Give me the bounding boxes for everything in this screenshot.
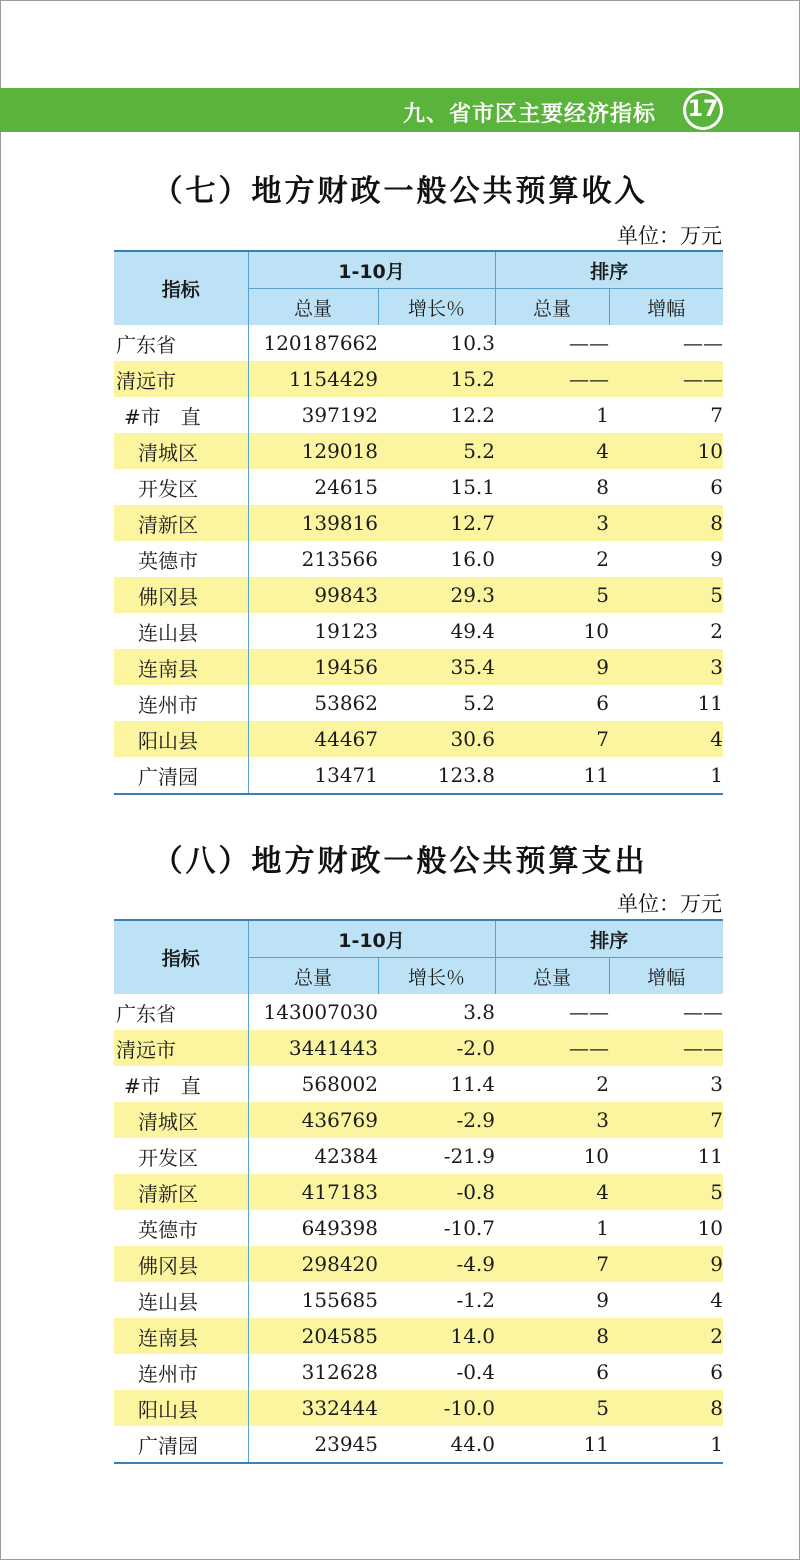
table-row: [114, 1030, 723, 1066]
value-rank-total: 5: [495, 1390, 609, 1426]
value-rank-total: 8: [495, 1318, 609, 1354]
value-growth: -0.4: [456, 1360, 496, 1384]
section-title: 九、省市区主要经济指标: [402, 102, 656, 127]
value-rank-total: 4: [495, 1174, 609, 1210]
row-label: 广东省: [114, 325, 248, 361]
row-label: 广东省: [114, 994, 248, 1030]
value-growth: 30.6: [378, 721, 495, 757]
row-label: 佛冈县: [114, 577, 248, 613]
table-row: [114, 1282, 723, 1318]
row-label: 开发区: [114, 1138, 248, 1174]
value-rank-growth: 10: [697, 1216, 724, 1240]
value-rank-total: 6: [596, 1360, 610, 1384]
value-rank-total: ——: [495, 361, 609, 397]
row-label: 阳山县: [114, 721, 248, 757]
value-total: 44467: [248, 721, 378, 757]
row-label: 阳山县: [114, 1390, 248, 1426]
value-rank-growth: 7: [609, 1102, 723, 1138]
value-rank-total: 2: [596, 547, 610, 571]
table-row: [114, 1354, 723, 1390]
row-label: 广清园: [114, 1426, 248, 1463]
value-rank-growth: 11: [697, 1144, 724, 1168]
row-label: 清新区: [114, 505, 248, 541]
expenditure-table: [114, 919, 723, 1464]
value-total: 436769: [248, 1102, 378, 1138]
value-rank-total: 3: [495, 1102, 609, 1138]
row-label: #市 直: [114, 1066, 248, 1102]
value-total: 13471: [248, 757, 378, 794]
value-rank-total: 10: [583, 619, 610, 643]
unit-label-revenue: 单位：万元: [617, 224, 722, 248]
row-label: 连山县: [114, 613, 248, 649]
row-label: 开发区: [114, 469, 248, 505]
value-growth: 3.8: [463, 1000, 496, 1024]
table-row: [114, 1246, 723, 1282]
value-rank-growth: 4: [710, 1288, 724, 1312]
value-rank-growth: 2: [710, 619, 724, 643]
value-growth: -10.7: [443, 1216, 496, 1240]
row-label: 连州市: [114, 685, 248, 721]
table-row: [114, 1390, 723, 1426]
value-total: 139816: [248, 505, 378, 541]
row-label: 连州市: [114, 1354, 248, 1390]
value-rank-growth: 5: [609, 1174, 723, 1210]
row-label: 连南县: [114, 1318, 248, 1354]
value-growth: -0.8: [378, 1174, 495, 1210]
table-row: [114, 541, 723, 577]
header-rank-growth: 增幅: [609, 289, 723, 326]
value-total: 298420: [248, 1246, 378, 1282]
value-total: 120187662: [263, 331, 378, 355]
value-rank-growth: 10: [609, 433, 723, 469]
value-rank-total: 1: [596, 1216, 610, 1240]
value-rank-growth: 2: [609, 1318, 723, 1354]
table-row: [114, 397, 723, 433]
table-row: [114, 1102, 723, 1138]
value-total: 568002: [301, 1072, 378, 1096]
value-rank-growth: ——: [609, 1030, 723, 1066]
value-total: 649398: [301, 1216, 378, 1240]
table-row: [114, 994, 723, 1030]
section-header-band: [0, 88, 800, 132]
value-rank-growth: 9: [710, 547, 724, 571]
row-label: 清远市: [114, 1030, 248, 1066]
value-growth: 10.3: [450, 331, 496, 355]
value-growth: 123.8: [378, 757, 495, 794]
table-row: [114, 1318, 723, 1354]
header-rank-growth: 增幅: [609, 958, 723, 995]
value-rank-total: 8: [596, 475, 610, 499]
value-growth: 16.0: [450, 547, 496, 571]
value-total: 53862: [314, 691, 378, 715]
table-row: [114, 1138, 723, 1174]
value-growth: -4.9: [378, 1246, 495, 1282]
value-growth: 12.2: [450, 403, 496, 427]
value-rank-growth: 8: [609, 505, 723, 541]
value-rank-total: 9: [495, 649, 609, 685]
value-rank-growth: ——: [683, 1000, 724, 1024]
value-growth: 44.0: [378, 1426, 495, 1463]
unit-label-expenditure: 单位：万元: [617, 892, 722, 916]
value-growth: 35.4: [378, 649, 495, 685]
value-rank-growth: 4: [609, 721, 723, 757]
table-title-expenditure: （八）地方财政一般公共预算支出: [152, 844, 648, 879]
header-period: 1-10月: [248, 920, 495, 958]
value-rank-total: 11: [495, 757, 609, 794]
header-rank-total: 总量: [495, 958, 609, 995]
value-rank-total: 7: [495, 1246, 609, 1282]
value-rank-growth: 8: [609, 1390, 723, 1426]
header-total: 总量: [248, 289, 378, 326]
revenue-table: [114, 250, 723, 795]
value-total: 42384: [314, 1144, 378, 1168]
value-rank-growth: 3: [710, 1072, 724, 1096]
value-growth: -2.0: [378, 1030, 495, 1066]
value-rank-total: 9: [596, 1288, 610, 1312]
value-total: 312628: [301, 1360, 378, 1384]
row-label: 清远市: [114, 361, 248, 397]
table-row: [114, 469, 723, 505]
value-rank-growth: 6: [710, 1360, 724, 1384]
row-label: 广清园: [114, 757, 248, 794]
row-label: 连南县: [114, 649, 248, 685]
header-rank-total: 总量: [495, 289, 609, 326]
value-total: 143007030: [263, 1000, 378, 1024]
value-growth: 15.2: [378, 361, 495, 397]
value-rank-growth: 1: [609, 757, 723, 794]
row-label: 英德市: [114, 1210, 248, 1246]
value-total: 1154429: [248, 361, 378, 397]
table-row: [114, 1426, 723, 1463]
table-row: [114, 613, 723, 649]
row-label: 佛冈县: [114, 1246, 248, 1282]
value-rank-growth: 3: [609, 649, 723, 685]
row-label: #市 直: [114, 397, 248, 433]
value-growth: -2.9: [378, 1102, 495, 1138]
value-growth: 49.4: [450, 619, 496, 643]
value-rank-total: ——: [569, 331, 610, 355]
value-growth: 11.4: [450, 1072, 496, 1096]
value-rank-growth: 7: [710, 403, 724, 427]
header-rank: 排序: [495, 251, 723, 289]
value-rank-growth: 9: [609, 1246, 723, 1282]
table-row: [114, 685, 723, 721]
value-rank-growth: ——: [683, 331, 724, 355]
header-period: 1-10月: [248, 251, 495, 289]
value-total: 155685: [301, 1288, 378, 1312]
header-rank: 排序: [495, 920, 723, 958]
value-rank-growth: 5: [609, 577, 723, 613]
table-row: [114, 757, 723, 794]
value-total: 99843: [248, 577, 378, 613]
value-growth: -1.2: [456, 1288, 496, 1312]
table-row: [114, 361, 723, 397]
row-label: 清城区: [114, 433, 248, 469]
table-row: [114, 577, 723, 613]
table-row: [114, 721, 723, 757]
value-rank-total: 6: [596, 691, 610, 715]
value-rank-total: 4: [495, 433, 609, 469]
value-rank-total: 5: [495, 577, 609, 613]
value-rank-total: ——: [495, 1030, 609, 1066]
table-row: [114, 505, 723, 541]
value-growth: 12.7: [378, 505, 495, 541]
row-label: 清新区: [114, 1174, 248, 1210]
value-total: 19456: [248, 649, 378, 685]
value-rank-total: 7: [495, 721, 609, 757]
page-number: 17: [686, 93, 720, 127]
row-label: 连山县: [114, 1282, 248, 1318]
table-row: [114, 325, 723, 361]
value-growth: 5.2: [378, 433, 495, 469]
value-rank-total: 11: [495, 1426, 609, 1463]
value-growth: 29.3: [378, 577, 495, 613]
value-rank-growth: 11: [697, 691, 724, 715]
header-indicator: 指标: [114, 251, 248, 325]
value-growth: 14.0: [378, 1318, 495, 1354]
value-total: 19123: [314, 619, 378, 643]
value-rank-total: 2: [596, 1072, 610, 1096]
value-total: 332444: [248, 1390, 378, 1426]
value-total: 397192: [301, 403, 378, 427]
value-total: 204585: [248, 1318, 378, 1354]
value-growth: 15.1: [450, 475, 496, 499]
value-growth: 5.2: [463, 691, 496, 715]
page-number-badge: [683, 90, 723, 130]
header-total: 总量: [248, 958, 378, 995]
value-rank-total: ——: [569, 1000, 610, 1024]
value-total: 24615: [314, 475, 378, 499]
table-row: [114, 649, 723, 685]
header-growth: 增长％: [378, 289, 495, 326]
revenue-rows: [114, 325, 723, 794]
value-rank-growth: 6: [710, 475, 724, 499]
value-total: 213566: [301, 547, 378, 571]
table-title-revenue: （七）地方财政一般公共预算收入: [152, 174, 648, 209]
value-rank-growth: 1: [609, 1426, 723, 1463]
value-growth: -10.0: [378, 1390, 495, 1426]
value-rank-total: 3: [495, 505, 609, 541]
table-row: [114, 1210, 723, 1246]
expenditure-rows: [114, 994, 723, 1463]
value-rank-growth: ——: [609, 361, 723, 397]
header-indicator: 指标: [114, 920, 248, 994]
table-row: [114, 1066, 723, 1102]
table-row: [114, 433, 723, 469]
value-rank-total: 10: [583, 1144, 610, 1168]
row-label: 清城区: [114, 1102, 248, 1138]
value-total: 417183: [248, 1174, 378, 1210]
header-growth: 增长％: [378, 958, 495, 995]
value-growth: -21.9: [443, 1144, 496, 1168]
table-row: [114, 1174, 723, 1210]
value-rank-total: 1: [596, 403, 610, 427]
value-total: 23945: [248, 1426, 378, 1463]
value-total: 3441443: [248, 1030, 378, 1066]
row-label: 英德市: [114, 541, 248, 577]
value-total: 129018: [248, 433, 378, 469]
